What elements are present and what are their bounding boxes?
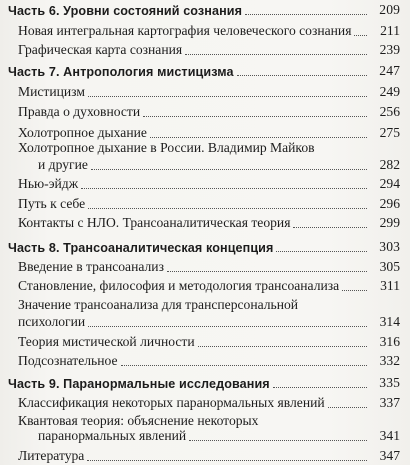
entry-title: Контакты с НЛО. Трансоаналитическая теория <box>18 214 291 230</box>
entry-title: Путь к себе <box>18 195 86 211</box>
leader-dots <box>87 459 367 461</box>
toc-entry-line2 <box>0 310 410 330</box>
leader-dots <box>198 345 367 347</box>
part-heading-8 <box>0 237 410 255</box>
entry-title: Введение в трансоанализ <box>18 258 164 274</box>
toc-entry <box>0 100 410 120</box>
leader-dots <box>354 34 367 36</box>
toc-entry <box>0 349 410 369</box>
leader-dots <box>88 325 367 327</box>
page-number: 211 <box>380 23 400 39</box>
page-number: 239 <box>379 42 400 58</box>
part-title: Часть 9. Паранормальные исследования <box>8 376 270 391</box>
leader-dots <box>121 364 367 366</box>
leader-dots <box>189 439 367 441</box>
toc-entry <box>0 211 410 231</box>
part-title: Часть 7. Антропология мистицизма <box>8 65 234 80</box>
entry-title: Становление, философия и методология трансоанализа <box>18 277 340 293</box>
entry-title-continued: паранормальных явлений <box>38 428 187 444</box>
page-number: 305 <box>379 258 400 274</box>
toc-entry <box>0 330 410 350</box>
entry-title: Новая интегральная картография человеческого сознания <box>18 23 352 39</box>
leader-dots <box>81 187 367 189</box>
entry-title: Нью-эйдж <box>18 176 79 192</box>
entry-title: Квантовая теория: объяснение некоторых <box>18 413 259 429</box>
part-heading-6 <box>0 0 410 18</box>
leader-dots <box>143 115 367 117</box>
leader-dots <box>167 270 367 272</box>
page-number: 256 <box>379 103 400 119</box>
leader-dots <box>342 289 367 291</box>
entry-title: Значение трансоанализа для трансперсональной <box>18 297 299 313</box>
leader-dots <box>185 53 367 55</box>
page-number: 314 <box>379 314 400 330</box>
page-number: 316 <box>379 333 400 349</box>
page-number: 347 <box>379 448 400 463</box>
leader-dots <box>293 226 367 228</box>
leader-dots <box>91 168 367 170</box>
entry-title: Холотропное дыхание в России. Владимир Майков <box>18 140 315 156</box>
entry-title: Теория мистической личности <box>18 333 195 349</box>
page-number: 209 <box>379 2 400 17</box>
entry-title: Холотропное дыхание <box>18 124 147 140</box>
entry-title: Правда о духовности <box>18 103 141 119</box>
page-number: 335 <box>379 374 400 390</box>
page-number: 332 <box>379 352 400 368</box>
part-title: Часть 8. Трансоаналитическая концепция <box>8 240 274 255</box>
entry-title: Графическая карта сознания <box>18 42 183 58</box>
entry-title: Подсознательное <box>18 352 118 368</box>
toc-entry <box>0 172 410 192</box>
toc-entry <box>0 391 410 411</box>
entry-title-continued: психологии <box>18 314 86 330</box>
part-heading-7 <box>0 61 410 79</box>
leader-dots <box>245 13 367 15</box>
entry-title: Мистицизм <box>18 84 85 100</box>
page-number: 275 <box>379 124 400 140</box>
toc-entry <box>0 80 410 100</box>
part-title: Часть 6. Уровни состояний сознания <box>8 4 243 18</box>
page-number: 311 <box>380 277 400 293</box>
page-number: 249 <box>379 84 400 100</box>
toc-entry <box>0 255 410 275</box>
toc-entry-line2 <box>0 424 410 444</box>
entry-title-continued: и другие <box>38 157 88 173</box>
toc-entry-line2 <box>0 153 410 173</box>
part-heading-9 <box>0 373 410 391</box>
leader-dots <box>328 406 367 408</box>
leader-dots <box>88 95 367 97</box>
toc-entry <box>0 19 410 39</box>
toc-entry-literature <box>0 444 410 464</box>
page-number: 303 <box>379 238 400 254</box>
page-number: 247 <box>379 63 400 79</box>
leader-dots <box>273 386 367 388</box>
entry-title: Классификация некоторых паранормальных явлений <box>18 394 325 410</box>
page-number: 337 <box>379 394 400 410</box>
page-number: 341 <box>379 428 400 444</box>
page-number: 299 <box>379 214 400 230</box>
page-number: 296 <box>379 195 400 211</box>
toc-entry <box>0 38 410 58</box>
leader-dots <box>88 207 367 209</box>
toc-entry <box>0 274 410 294</box>
page-number: 294 <box>379 176 400 192</box>
page-number: 282 <box>379 157 400 173</box>
toc-entry <box>0 192 410 212</box>
leader-dots <box>276 250 367 252</box>
leader-dots <box>237 74 367 76</box>
entry-title: Литература <box>18 448 85 463</box>
